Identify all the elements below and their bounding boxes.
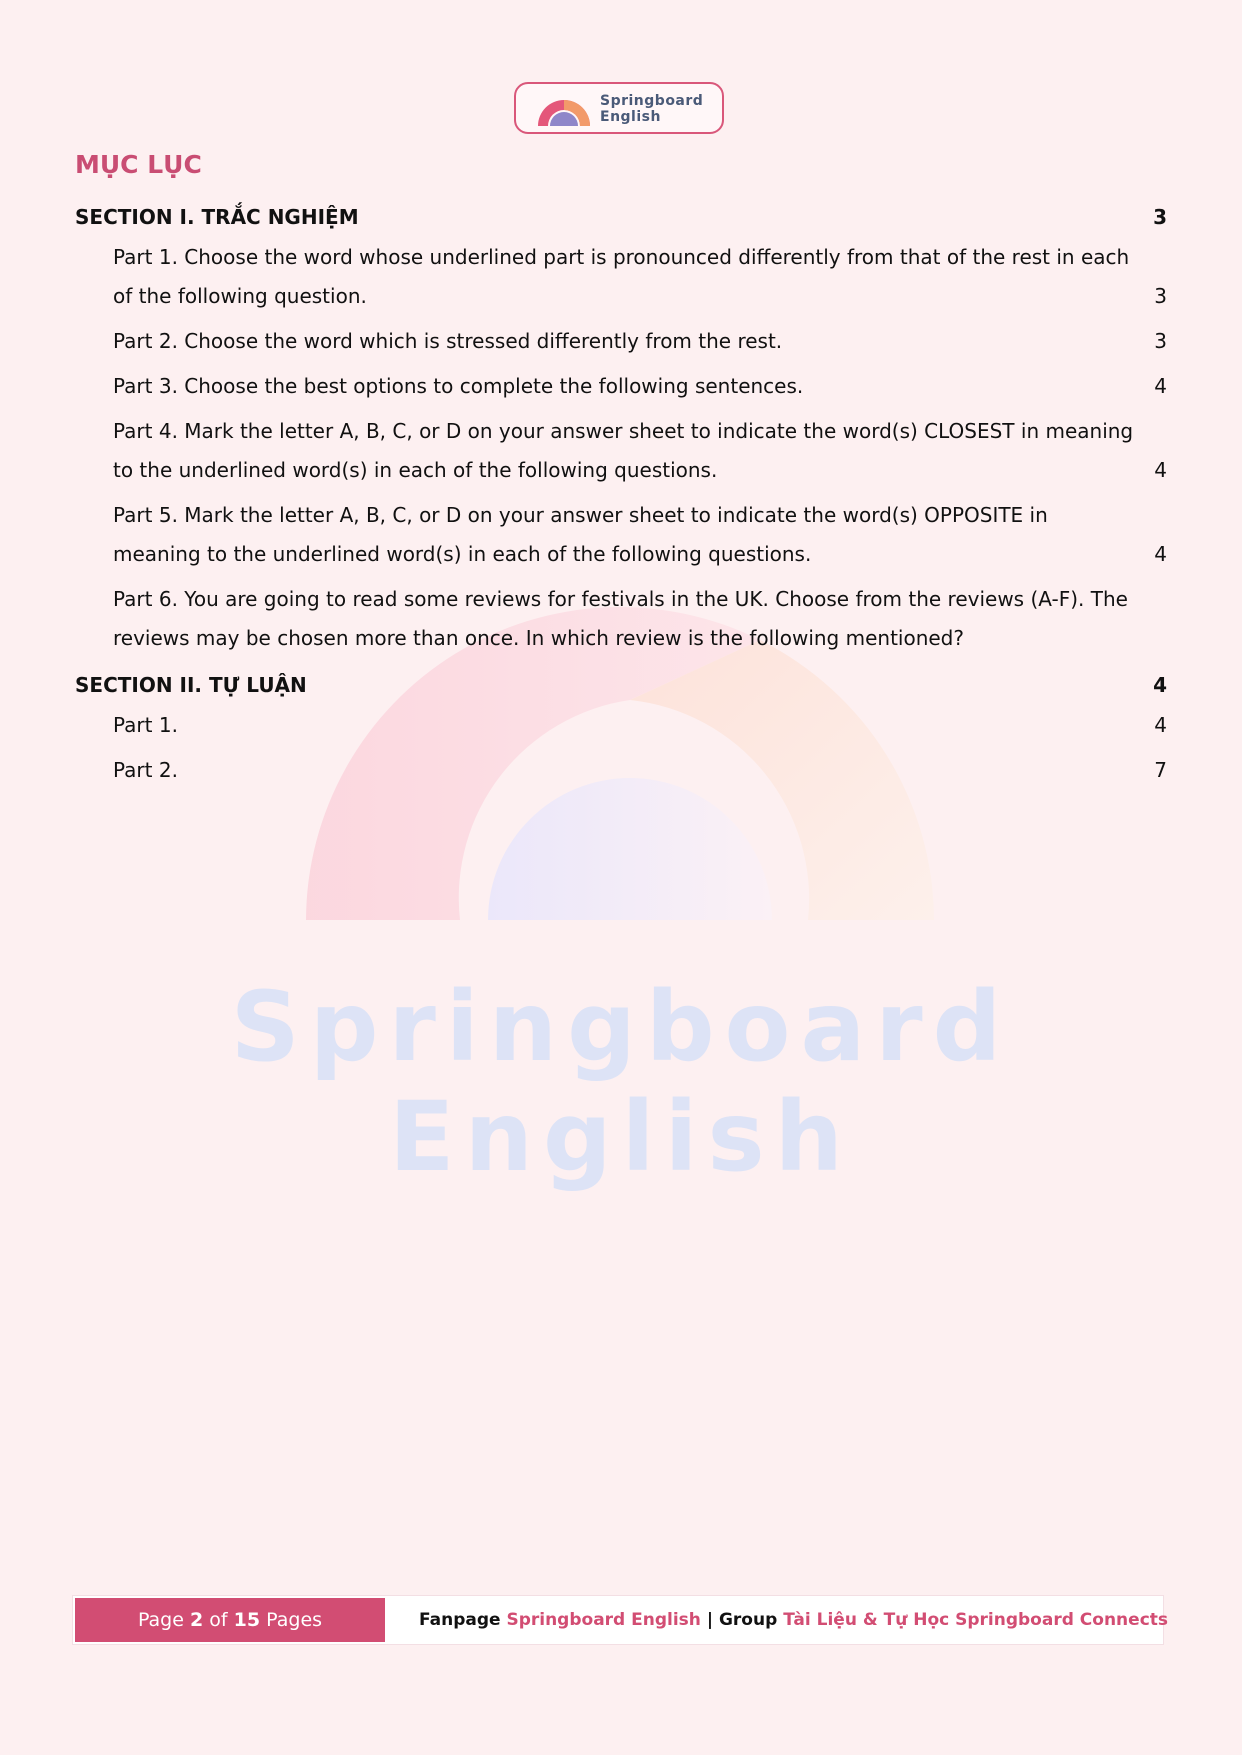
toc-part-entry[interactable] (75, 706, 1167, 745)
page-suffix: Pages (266, 1609, 323, 1631)
group-label: Group (718, 1610, 778, 1630)
header-logo (514, 82, 724, 134)
toc-part-page: 4 (1154, 374, 1167, 398)
toc-part-text: Part 5. Mark the letter A, B, C, or D on your answer sheet to indicate the word(s) OPPOSITE in meaning to the underlined word(s) in each of the following questions. (113, 503, 1048, 566)
footer-separator: | (706, 1610, 714, 1630)
watermark-line-2: English (389, 1081, 853, 1193)
toc-part-page: 3 (1154, 329, 1167, 353)
toc-part-text: Part 6. You are going to read some reviews for festivals in the UK. Choose from the reviews (A-F). The reviews may be chosen more than once. In which review is the following mentioned? (113, 587, 1128, 650)
toc-part-entry[interactable] (75, 751, 1167, 790)
toc-section-page: 3 (1153, 205, 1167, 229)
fanpage-link[interactable]: Springboard English (506, 1610, 701, 1630)
toc-part-entry[interactable] (75, 580, 1167, 658)
page-of: of (209, 1609, 228, 1631)
toc-part-text: Part 1. Choose the word whose underlined part is pronounced differently from that of the rest in each of the following question. (113, 245, 1130, 308)
toc-part-text: Part 1. (113, 713, 178, 737)
table-of-contents (75, 196, 1167, 796)
toc-part-page: 4 (1154, 713, 1167, 737)
toc-part-text: Part 3. Choose the best options to complete the following sentences. (113, 374, 804, 398)
toc-part-text: Part 2. Choose the word which is stressed differently from the rest. (113, 329, 783, 353)
toc-title: MỤC LỤC (75, 150, 202, 179)
toc-part-entry[interactable] (75, 496, 1167, 574)
logo-line-1: Springboard (600, 93, 704, 109)
toc-part-entry[interactable] (75, 367, 1167, 406)
toc-part-entry[interactable] (75, 412, 1167, 490)
toc-part-page: 7 (1154, 758, 1167, 782)
footer-links (419, 1596, 1168, 1644)
fanpage-label: Fanpage (419, 1610, 501, 1630)
toc-section-2[interactable] (75, 664, 1167, 706)
toc-part-page: 4 (1154, 458, 1167, 482)
logo-text (600, 93, 703, 125)
page-footer (73, 1596, 1169, 1644)
logo-line-2: English (600, 109, 661, 125)
page-counter (75, 1598, 385, 1642)
toc-section-label: SECTION I. TRẮC NGHIỆM (75, 205, 359, 229)
toc-part-text: Part 2. (113, 758, 178, 782)
page-current: 2 (189, 1609, 204, 1631)
group-link[interactable]: Tài Liệu & Tự Học Springboard Connects (783, 1610, 1169, 1630)
toc-part-entry[interactable] (75, 238, 1167, 316)
logo-arc-icon (536, 92, 592, 126)
toc-section-label: SECTION II. TỰ LUẬN (75, 673, 307, 697)
toc-part-page: 4 (1154, 542, 1167, 566)
page-total: 15 (233, 1609, 261, 1631)
page-prefix: Page (137, 1609, 184, 1631)
toc-part-text: Part 4. Mark the letter A, B, C, or D on your answer sheet to indicate the word(s) CLOSEST in meaning to the underlined word(s) in each of the following questions. (113, 419, 1134, 482)
toc-section-1[interactable] (75, 196, 1167, 238)
toc-section-page: 4 (1153, 673, 1167, 697)
toc-part-entry[interactable] (75, 322, 1167, 361)
watermark-line-1: Springboard (230, 971, 1012, 1083)
toc-part-page: 3 (1154, 284, 1167, 308)
